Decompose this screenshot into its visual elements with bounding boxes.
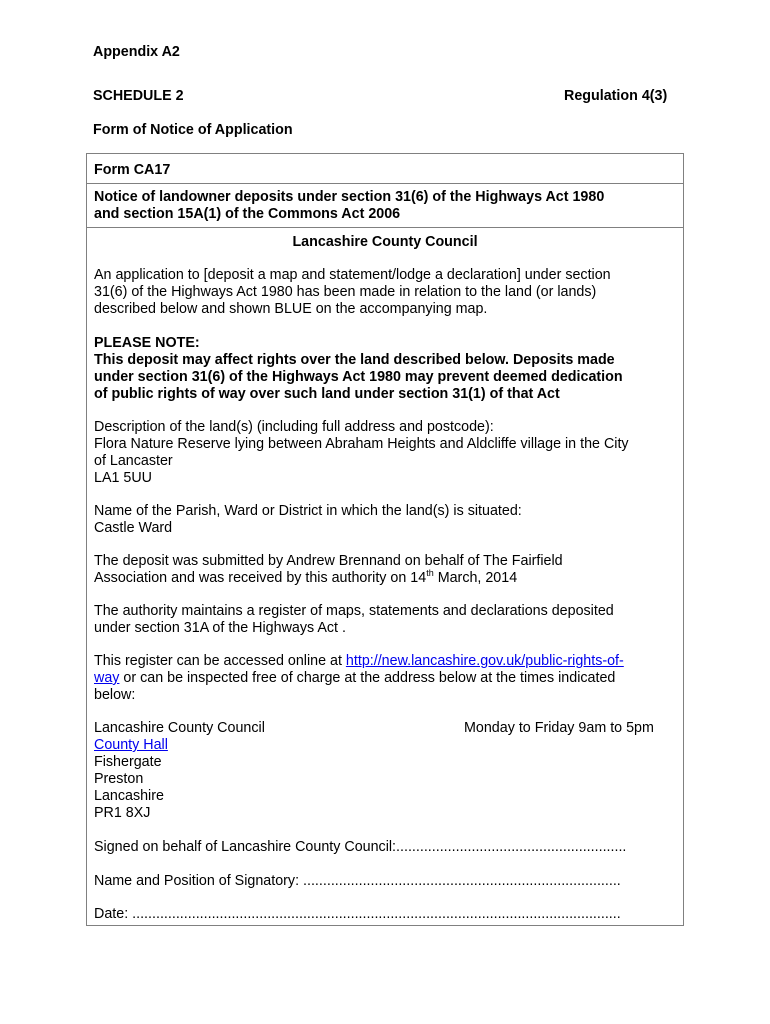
access-text: or can be inspected free of charge at the address below at the times indicated [119, 670, 616, 686]
address-postcode: PR1 8XJ [94, 805, 151, 821]
opening-hours: Monday to Friday 9am to 5pm [464, 720, 654, 736]
register-line: under section 31A of the Highways Act . [94, 620, 346, 636]
register-url-link-continued[interactable]: way [94, 670, 120, 686]
appendix-label: Appendix A2 [93, 44, 180, 60]
please-note-label: PLEASE NOTE: [94, 335, 200, 351]
divider [87, 227, 683, 228]
intro-line: described below and shown BLUE on the accompanying map. [94, 301, 488, 317]
form-title-line2: and section 15A(1) of the Commons Act 2006 [94, 206, 401, 222]
submitted-line: The deposit was submitted by Andrew Brennand on behalf of The Fairfield [94, 553, 563, 569]
submitted-text: Association and was received by this authority on 14 [94, 570, 427, 586]
register-url-link[interactable]: http://new.lancashire.gov.uk/public-rights-of- [345, 653, 624, 669]
parish-value: Castle Ward [94, 520, 173, 536]
regulation-label: Regulation 4(3) [564, 88, 668, 104]
intro-line: An application to [deposit a map and statement/lodge a declaration] under section [94, 267, 611, 283]
register-line: The authority maintains a register of maps, statements and declarations deposited [94, 603, 614, 619]
access-text: This register can be accessed online at [94, 653, 346, 669]
date-field: Date: ........................................................................................................................... [94, 906, 621, 922]
signatory-field: Name and Position of Signatory: ................................................................................ [94, 873, 621, 889]
council-heading: Lancashire County Council [292, 234, 478, 250]
note-line: under section 31(6) of the Highways Act 1980 may prevent deemed dedication [94, 369, 623, 385]
access-line [94, 653, 624, 670]
access-line: below: [94, 687, 136, 703]
intro-line: 31(6) of the Highways Act 1980 has been made in relation to the land (or lands) [94, 284, 597, 300]
description-line: of Lancaster [94, 453, 173, 469]
form-title-line1: Notice of landowner deposits under section 31(6) of the Highways Act 1980 [94, 189, 605, 205]
county-hall-link[interactable]: County Hall [94, 737, 168, 753]
submitted-line [94, 570, 517, 587]
signed-on-behalf-field: Signed on behalf of Lancashire County Council:.......................................................... [94, 839, 627, 855]
note-line: This deposit may affect rights over the land described below. Deposits made [94, 352, 615, 368]
address-line: Fishergate [94, 754, 162, 770]
description-line: LA1 5UU [94, 470, 153, 486]
ordinal-suffix: th [426, 568, 434, 579]
description-line: Flora Nature Reserve lying between Abraham Heights and Aldcliffe village in the City [94, 436, 629, 452]
form-box [86, 153, 684, 926]
note-line: of public rights of way over such land under section 31(1) of that Act [94, 386, 560, 402]
submitted-date: March, 2014 [433, 570, 518, 586]
schedule-label: SCHEDULE 2 [93, 88, 184, 104]
parish-label: Name of the Parish, Ward or District in which the land(s) is situated: [94, 503, 522, 519]
address-name: Lancashire County Council [94, 720, 265, 736]
address-line: Lancashire [94, 788, 164, 804]
divider [87, 183, 683, 184]
form-notice-heading: Form of Notice of Application [93, 122, 293, 138]
access-line [94, 670, 615, 687]
address-line: Preston [94, 771, 144, 787]
description-label: Description of the land(s) (including full address and postcode): [94, 419, 494, 435]
form-code: Form CA17 [94, 162, 171, 178]
